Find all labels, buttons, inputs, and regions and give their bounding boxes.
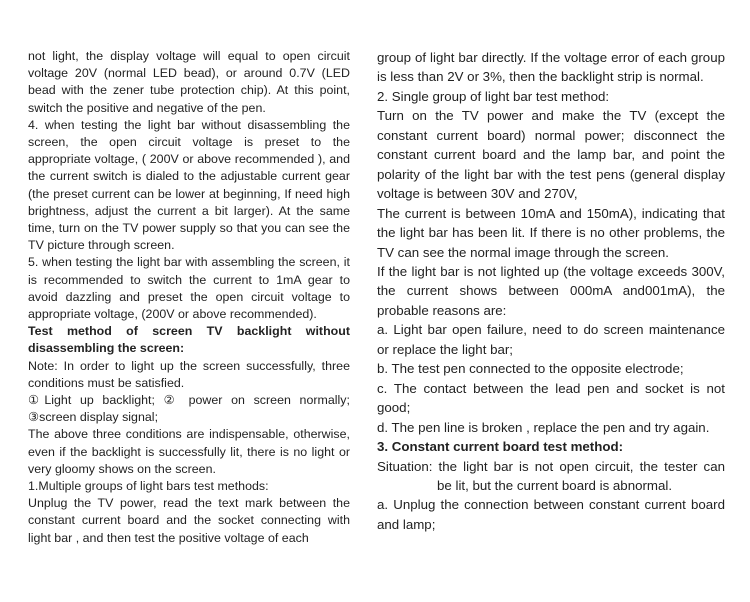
reason-d: d. The pen line is broken , replace the pen and try again. <box>377 419 710 435</box>
section-heading-line-1: Test method of screen TV backlight without <box>28 324 350 339</box>
left-column <box>28 48 350 547</box>
single-group-text: Turn on the TV power and make the TV (except the constant current board) normal power; disconnect the constant current board and the lamp bar, and point the polarity of the light bar with the test pens (general display voltage is between 30V and 270V, <box>377 108 725 202</box>
indispensable-paragraph: The above three conditions are indispensable, otherwise, even if the backlight is successfully lit, there is no light or very gloomy shows on the screen. <box>28 427 350 476</box>
left-paragraph-open-circuit: not light, the display voltage will equal to open circuit voltage 20V (normal LED bead), or around 0.7V (LED bead with the zener tube protection chip). At this point, switch the positive and negative of the pen. <box>28 49 350 115</box>
multi-group-heading: 1.Multiple groups of light bars test methods: <box>28 479 269 494</box>
left-paragraph-step-4: 4. when testing the light bar without disassembling the screen, the open circuit voltage is preset to the appropriate voltage, ( 200V or above recommended ), and the current switch is dialed to the adjustable current gear (the preset current can be lower at beginning, If need high brightness, adjust the current a bit larger). At the same time, turn on the TV power supply so that you can see the TV picture through screen. <box>28 117 350 253</box>
section-heading-line-2: disassembling the screen: <box>28 341 185 356</box>
situation-line-2: be lit, but the current board is abnormal. <box>437 477 673 493</box>
right-paragraph-voltage-error: group of light bar directly. If the voltage error of each group is less than 2V or 3%, then the backlight strip is normal. <box>377 50 725 85</box>
board-test-heading: 3. Constant current board test method: <box>377 439 624 455</box>
single-group-heading: 2. Single group of light bar test method: <box>377 88 610 104</box>
step-a-unplug: a. Unplug the connection between constant current board and lamp; <box>377 497 725 532</box>
right-column <box>377 48 725 534</box>
note-paragraph: Note: In order to light up the screen successfully, three conditions must be satisfied. <box>28 358 350 390</box>
multi-group-text: Unplug the TV power, read the text mark between the constant current board and the socket connecting with light bar , and then test the positive voltage of each <box>28 496 350 545</box>
current-range-text: The current is between 10mA and 150mA), indicating that the light bar has been lit. If there is no other problems, the TV can see the normal image through the screen. <box>377 205 725 260</box>
left-paragraph-step-5: 5. when testing the light bar with assembling the screen, it is recommended to switch the current to 1mA gear to avoid dazzling and preset the open circuit voltage to appropriate voltage, (200V or above recommended). <box>28 255 350 322</box>
reason-b: b. The test pen connected to the opposite electrode; <box>377 361 684 377</box>
situation-line-1: Situation: the light bar is not open circuit, the tester can <box>377 458 725 474</box>
reason-c: c. The contact between the lead pen and socket is not good; <box>377 380 725 416</box>
conditions-paragraph: ①Light up backlight; ② power on screen normally; ③screen display signal; <box>28 393 350 425</box>
not-lighted-text: If the light bar is not lighted up (the voltage exceeds 300V, the current shows between 000mA and001mA), the probable reasons are: <box>377 263 725 318</box>
reason-a: a. Light bar open failure, need to do screen maintenance or replace the light bar; <box>377 322 725 357</box>
